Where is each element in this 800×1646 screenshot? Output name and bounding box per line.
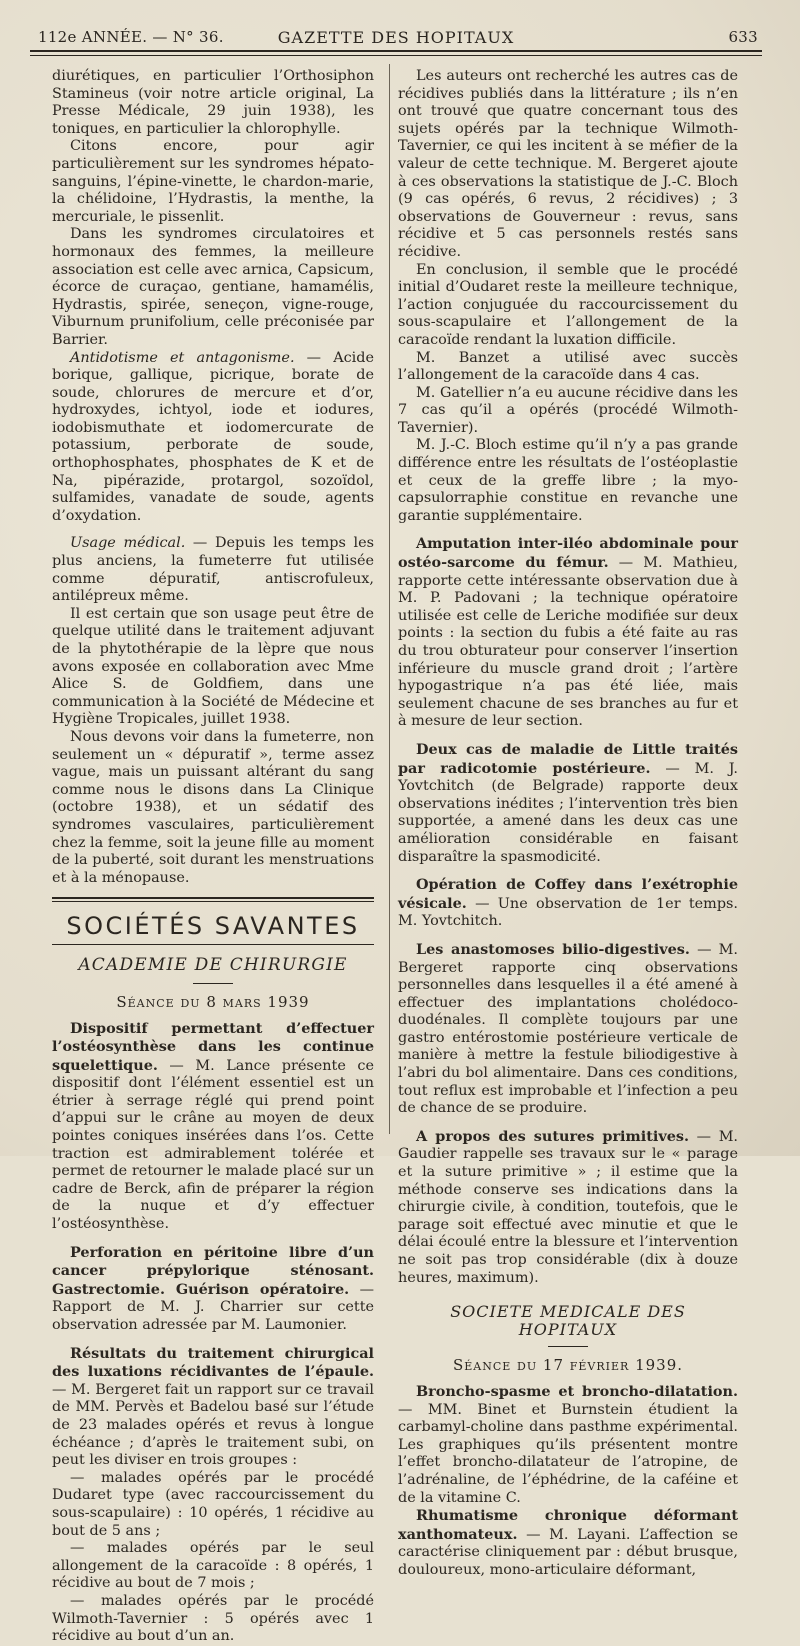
report-body: — M. Gaudier rappelle ses travaux sur le « parage et la suture primitive » ; il estime que la méthode conserve ses indications dans la chirurgie civile, à condition, toutefois, que le parage soit effectué avec minutie et que le délai écoulé entre la blessure et l’intervention ne soit pas trop considérable (dix à douze heures, maximum). bbox=[398, 1128, 738, 1286]
report-item bbox=[52, 1244, 374, 1335]
report-body: — M. Mathieu, rapporte cette intéressante observation due à M. P. Padovani ; la technique opératoire utilisée est celle de Leriche modifiée sur deux points : la section du fubis a été faite au ras du trou obturateur pour conserver l’insertion inférieure du muscle grand droit ; l’artère hypogastrique n’a pas été liée, mais seulement chacune de ses branches au fur et à mesure de leur section. bbox=[398, 555, 738, 730]
paragraph-body: — Acide borique, gallique, picrique, borate de soude, chlorures de mercure et d’or, hydroxydes, ichtyol, iode et iodures, iodobismuthate et iodomercurate de potassium, perborate de soude, orthophosphates, phosphates de K et de Na, pipérazide, protargol, sozoïdol, sulfamides, vanadate de soude, agents d’oxydation. bbox=[52, 349, 374, 524]
paragraph bbox=[52, 535, 374, 605]
paragraph: Citons encore, pour agir particulièrement sur les syndromes hépato-sanguins, l’épine-vinette, le chardon-marie, la chélidoine, l’Hydrastis, la menthe, la mercuriale, le pissenlit. bbox=[52, 138, 374, 225]
report-item bbox=[398, 941, 738, 1118]
list-item: — malades opérés par le procédé Wilmoth-Tavernier : 5 opérés avec 1 récidive au bout d’un an. bbox=[52, 1592, 374, 1645]
list-item: — malades opérés par le procédé Dudaret type (avec raccourcissement du sous-scapulaire) : 10 opérés, 1 récidive au bout de 5 ans ; bbox=[52, 1469, 374, 1539]
report-item bbox=[398, 1383, 738, 1507]
list-item: — malades opérés par le seul allongement de la caracoïde : 8 opérés, 1 récidive au bout de 7 mois ; bbox=[52, 1540, 374, 1592]
report-item bbox=[52, 1020, 374, 1234]
paragraph: Nous devons voir dans la fumeterre, non seulement un « dépuratif », terme assez vague, mais un puissant altérant du sang comme nous le disons dans La Clinique (octobre 1938), et un sédatif des syndromes vasculaires, particulièrement chez la femme, soit la jeune fille au moment de la puberté, soit durant les menstruations et à la ménopause. bbox=[52, 728, 374, 886]
paragraph-heading: Usage médical. bbox=[70, 535, 186, 552]
report-item bbox=[398, 876, 738, 931]
header-rule-thick bbox=[30, 50, 762, 52]
header-rule-thin bbox=[30, 55, 762, 56]
academy-heading: ACADEMIE DE CHIRURGIE bbox=[78, 955, 348, 976]
report-body: — M. J. Yovtchitch (de Belgrade) rapporte deux observations inédites ; l’intervention très bien supportée, a amené dans les deux cas une amélioration considérable en faisant disparaître la spasmodicité. bbox=[398, 760, 738, 865]
paragraph-heading: Antidotisme et antagonisme. bbox=[70, 349, 295, 366]
report-title: Rhumatisme chronique déformant xanthomateux. bbox=[398, 1507, 738, 1543]
left-column bbox=[52, 68, 374, 1646]
paragraph bbox=[52, 350, 374, 526]
paragraph-body: — Depuis les temps les plus anciens, la fumeterre fut utilisée comme dépuratif, antiscrofuleux, antilépreux même. bbox=[52, 535, 374, 605]
report-body: — M. Bergeret rapporte cinq observations personnelles dans lesquelles il a été amené à effectuer des implantations cholédoco-duodénales. Il complète toujours par une gastro entérostomie postérieure verticale de manière à mettre la festule biliodigestive à l’abri du bol alimentaire. Dans ces conditions, tout reflux est improbable et l’infection a peu de chance de se produire. bbox=[398, 941, 738, 1117]
report-body: — M. Lance présente ce dispositif dont l’élément essentiel est un étrier à serrage réglé qui prend point d’appui sur le crâne au moyen de deux pointes coniques insérées dans l’os. Cette traction est admirablement tolérée et permet de retourner le malade placé sur un cadre de Berck, afin de préparer la région de la nuque et d’y effectuer l’ostéosynthèse. bbox=[52, 1057, 374, 1233]
paragraph: diurétiques, en particulier l’Orthosiphon Stamineus (voir notre article original, La Presse Médicale, 29 juin 1938), les toniques, en particulier la chlorophylle. bbox=[52, 68, 374, 137]
report-body: — Rapport de M. J. Charrier sur cette observation adressée par M. Laumonier. bbox=[52, 1281, 375, 1333]
report-title: Perforation en péritoine libre d’un cancer prépylorique sténosant. Gastrectomie. Guérison opératoire. bbox=[52, 1243, 374, 1298]
running-header bbox=[30, 28, 762, 50]
report-item bbox=[398, 1128, 738, 1287]
column-separator bbox=[389, 64, 390, 1134]
report-title: A propos des sutures primitives. bbox=[416, 1127, 689, 1145]
paragraph: Les auteurs ont recherché les autres cas de récidives publiés dans la littérature ; ils n’en ont trouvé que quatre concernant tous des sujets opérés par la technique Wilmoth-Tavernier, ce qui les incitent à se méfier de la valeur de cette technique. M. Bergeret ajoute à ces observations la statistique de J.-C. Bloch (9 cas opérés, 6 revus, 2 récidives) ; 3 observations de Gouverneur : revus, sans récidive et 5 cas personnels restés sans récidive. bbox=[398, 68, 738, 260]
report-body: — MM. Binet et Burnstein étudient la carbamyl-choline dans pasthme expérimental. Les graphiques qu’ils présentent montre l’effet broncho-dilatateur de l’atropine, de l’adrénaline, de l’éphédrine, de la caféine et de la vitamine C. bbox=[398, 1401, 738, 1506]
session-date: Séance du 8 mars 1939 bbox=[116, 992, 310, 1011]
report-title: Les anastomoses bilio-digestives. bbox=[416, 940, 690, 958]
report-title: Résultats du traitement chirurgical des luxations récidivantes de l’épaule. bbox=[52, 1344, 374, 1381]
society-heading: SOCIETE MEDICALE DES HOPITAUX bbox=[450, 1302, 686, 1339]
small-divider bbox=[548, 1346, 588, 1347]
report-item bbox=[398, 1507, 738, 1579]
page-number: 633 bbox=[728, 28, 758, 46]
paragraph: M. Gatellier n’a eu aucune récidive dans les 7 cas qu’il a opérés (procédé Wilmoth-Tavernier). bbox=[398, 384, 738, 436]
section-rule-thick bbox=[52, 897, 374, 899]
report-title: Amputation inter-iléo abdominale pour ostéo-sarcome du fémur. bbox=[398, 535, 738, 572]
report-item bbox=[398, 741, 738, 866]
section-title: SOCIÉTÉS SAVANTES bbox=[66, 912, 360, 941]
paragraph: M. Banzet a utilisé avec succès l’allongement de la caracoïde dans 4 cas. bbox=[398, 349, 738, 384]
right-column bbox=[398, 68, 738, 1580]
report-title: Dispositif permettant d’effectuer l’ostéosynthèse dans les continue squelettique. bbox=[52, 1019, 374, 1074]
report-body: — M. Bergeret fait un rapport sur ce travail de MM. Pervès et Badelou basé sur l’étude de 23 malades opérés et revus à longue échéance ; d’après le traitement subi, on peut les diviser en trois groupes : bbox=[52, 1381, 374, 1469]
report-body: — M. Layani. L’affection se caractérise cliniquement par : début brusque, douloureux, mono-articulaire déformant, bbox=[398, 1526, 738, 1578]
section-underline bbox=[52, 944, 374, 945]
paragraph: En conclusion, il semble que le procédé initial d’Oudaret reste la meilleure technique, l’action conjuguée du raccourcissement du sous-scapulaire et l’allongement de la caracoïde rendant la luxation difficile. bbox=[398, 261, 738, 348]
paragraph: Dans les syndromes circulatoires et hormonaux des femmes, la meilleure association est celle avec arnica, Capsicum, écorce de curaçao, gentiane, hamamélis, Hydrastis, spirée, seneçon, vigne-rouge, Viburnum prunifolium, celle préconisée par Barrier. bbox=[52, 226, 374, 348]
paragraph: M. J.-C. Bloch estime qu’il n’y a pas grande différence entre les résultats de l’ostéoplastie et ceux de la greffe libre ; la myo-capsulorraphie constitue en revanche une garantie supplémentaire. bbox=[398, 437, 738, 524]
small-divider bbox=[193, 983, 233, 984]
paragraph: Il est certain que son usage peut être de quelque utilité dans le traitement adjuvant de la phytothérapie de la lèpre que nous avons exposée en collaboration avec Mme Alice S. de Goldfiem, dans une communication à la Société de Médecine et Hygiène Tropicales, juillet 1938. bbox=[52, 605, 374, 728]
report-body: — Une observation de 1er temps. M. Yovtchitch. bbox=[398, 895, 738, 930]
session-date: Séance du 17 février 1939. bbox=[452, 1356, 684, 1375]
report-item bbox=[398, 535, 738, 731]
report-title: Deux cas de maladie de Little traités par radicotomie postérieure. bbox=[398, 740, 738, 777]
journal-title: GAZETTE DES HOPITAUX bbox=[277, 28, 515, 47]
issue-number: 112e ANNÉE. — N° 36. bbox=[38, 28, 224, 46]
report-item bbox=[52, 1345, 374, 1470]
section-rule-thin bbox=[52, 901, 374, 902]
report-title: Broncho-spasme et broncho-dilatation. bbox=[416, 1382, 738, 1400]
report-title: Opération de Coffey dans l’exétrophie vésicale. bbox=[398, 876, 738, 912]
